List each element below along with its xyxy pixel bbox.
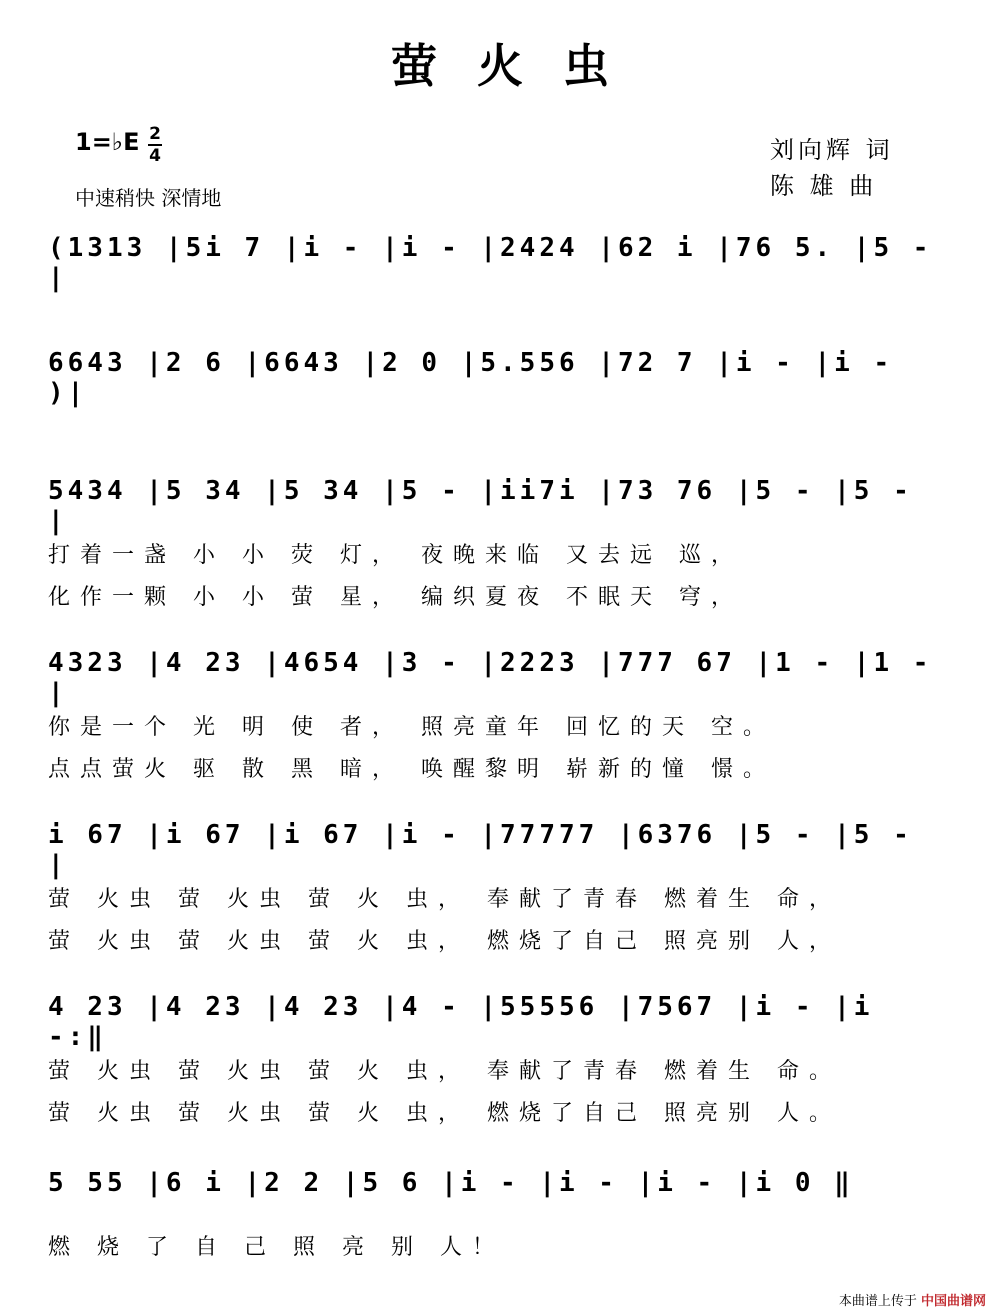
lyric-line: 萤 火虫 萤 火虫 萤 火 虫， 燃烧了自己 照亮别 人， — [48, 929, 841, 954]
lyricist-credit: 刘向辉 词 — [770, 136, 894, 164]
lyric-line: 你是一个 光 明 使 者， 照亮童年 回忆的天 空。 — [48, 715, 775, 740]
notation-row — [48, 640, 943, 708]
notation-row — [48, 468, 943, 536]
notation-text: 4323 |4 23 |4654 |3 - |2223 |777 67 |1 - |1 - | — [48, 648, 933, 708]
lyric-line: 打着一盏 小 小 荧 灯， 夜晚来临 又去远 巡， — [48, 543, 743, 568]
meter-top: 2 — [149, 124, 161, 144]
lyric-line: 化作一颗 小 小 萤 星， 编织夏夜 不眠天 穹， — [48, 585, 743, 610]
composer-credit: 陈 雄 曲 — [770, 172, 878, 200]
tempo-marking: 中速稍快 深情地 — [75, 186, 222, 210]
notation-row — [48, 984, 943, 1052]
lyric-line: 点点萤火 驱 散 黑 暗， 唤醒黎明 崭新的憧 憬。 — [48, 757, 775, 782]
notation-text: 4 23 |4 23 |4 23 |4 - |55556 |7567 |i - |i -:‖ — [48, 992, 874, 1052]
lyric-line: 萤 火虫 萤 火虫 萤 火 虫， 奉献了青春 燃着生 命， — [48, 887, 841, 912]
footer-prefix: 本曲谱上传于 — [838, 1294, 917, 1309]
site-logo: 中国曲谱网 — [920, 1294, 986, 1309]
notation-text: 6643 |2 6 |6643 |2 0 |5.556 |72 7 |i - |i - )| — [48, 348, 894, 408]
lyric-line: 萤 火虫 萤 火虫 萤 火 虫， 奉献了青春 燃着生 命。 — [48, 1059, 841, 1084]
key-signature: 1=♭E — [75, 128, 140, 156]
time-signature — [148, 124, 162, 166]
notation-text: 5434 |5 34 |5 34 |5 - |ii7i |73 76 |5 - |5 - | — [48, 476, 913, 536]
notation-row — [48, 812, 943, 880]
lyric-line: 萤 火虫 萤 火虫 萤 火 虫， 燃烧了自己 照亮别 人。 — [48, 1101, 841, 1126]
notation-row — [48, 340, 943, 408]
page-title: 萤火虫 — [391, 39, 649, 93]
notation-row — [48, 225, 943, 293]
lyric-line: 燃 烧 了 自 己 照 亮 别 人！ — [48, 1235, 504, 1260]
meter-bottom: 4 — [149, 146, 161, 166]
notation-row — [48, 1160, 943, 1216]
notation-text: 5 55 |6 i |2 2 |5 6 |i - |i - |i - |i 0 ‖ — [48, 1168, 854, 1198]
notation-text: (1313 |5i 7 |i - |i - |2424 |62 i |76 5. |5 - | — [48, 233, 933, 293]
notation-text: i 67 |i 67 |i 67 |i - |77777 |6376 |5 - |5 - | — [48, 820, 913, 880]
footer-credit — [839, 1290, 986, 1309]
